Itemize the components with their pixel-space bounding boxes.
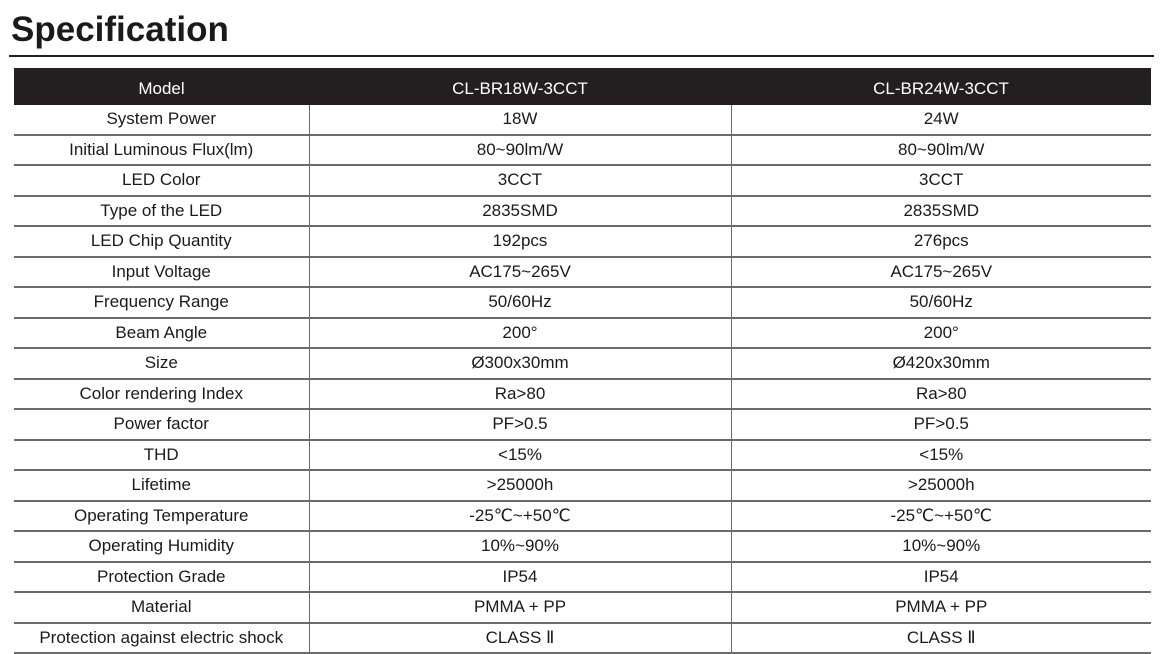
row-label: System Power	[14, 105, 309, 135]
table-row	[14, 135, 1151, 166]
table-row	[14, 440, 1151, 471]
row-label: Initial Luminous Flux(lm)	[14, 135, 309, 166]
row-value-24w: Ø420x30mm	[731, 348, 1151, 379]
specification-table	[14, 68, 1151, 654]
row-value-18w: 80~90lm/W	[309, 135, 731, 166]
row-value-18w: Ra>80	[309, 379, 731, 410]
row-label: Protection against electric shock	[14, 623, 309, 654]
row-value-18w: 18W	[309, 105, 731, 135]
row-value-24w: PF>0.5	[731, 409, 1151, 440]
table-row	[14, 257, 1151, 288]
header-model-24w: CL-BR24W-3CCT	[731, 68, 1151, 105]
table-row	[14, 105, 1151, 135]
header-model: Model	[14, 68, 309, 105]
row-label: LED Color	[14, 165, 309, 196]
row-value-24w: Ra>80	[731, 379, 1151, 410]
table-header-row	[14, 68, 1151, 105]
row-value-18w: 2835SMD	[309, 196, 731, 227]
row-value-18w: 3CCT	[309, 165, 731, 196]
row-label: Beam Angle	[14, 318, 309, 349]
table-row	[14, 531, 1151, 562]
row-label: Protection Grade	[14, 562, 309, 593]
table-row	[14, 562, 1151, 593]
row-label: Input Voltage	[14, 257, 309, 288]
row-value-18w: -25℃~+50℃	[309, 501, 731, 532]
row-value-18w: 10%~90%	[309, 531, 731, 562]
row-label: Lifetime	[14, 470, 309, 501]
row-value-18w: 192pcs	[309, 226, 731, 257]
row-label: THD	[14, 440, 309, 471]
page-title: Specification	[11, 10, 229, 49]
table-row	[14, 165, 1151, 196]
table-row	[14, 501, 1151, 532]
row-value-18w: IP54	[309, 562, 731, 593]
row-label: Material	[14, 592, 309, 623]
row-value-24w: 3CCT	[731, 165, 1151, 196]
row-value-18w: <15%	[309, 440, 731, 471]
row-value-24w: 24W	[731, 105, 1151, 135]
row-label: Color rendering Index	[14, 379, 309, 410]
row-value-24w: <15%	[731, 440, 1151, 471]
row-value-24w: 50/60Hz	[731, 287, 1151, 318]
table-row	[14, 470, 1151, 501]
row-value-18w: CLASS Ⅱ	[309, 623, 731, 654]
title-divider	[9, 55, 1154, 57]
row-value-24w: >25000h	[731, 470, 1151, 501]
row-value-24w: IP54	[731, 562, 1151, 593]
table-row	[14, 592, 1151, 623]
row-value-18w: PF>0.5	[309, 409, 731, 440]
row-value-24w: 200°	[731, 318, 1151, 349]
row-label: Power factor	[14, 409, 309, 440]
row-value-18w: PMMA + PP	[309, 592, 731, 623]
table-row	[14, 379, 1151, 410]
row-value-24w: 2835SMD	[731, 196, 1151, 227]
row-label: Frequency Range	[14, 287, 309, 318]
row-label: Type of the LED	[14, 196, 309, 227]
row-value-18w: 200°	[309, 318, 731, 349]
table-row	[14, 409, 1151, 440]
header-model-18w: CL-BR18W-3CCT	[309, 68, 731, 105]
row-label: LED Chip Quantity	[14, 226, 309, 257]
row-value-24w: -25℃~+50℃	[731, 501, 1151, 532]
row-value-18w: 50/60Hz	[309, 287, 731, 318]
row-value-24w: 276pcs	[731, 226, 1151, 257]
table-row	[14, 623, 1151, 654]
table-row	[14, 196, 1151, 227]
row-label: Size	[14, 348, 309, 379]
table-row	[14, 287, 1151, 318]
row-value-24w: 80~90lm/W	[731, 135, 1151, 166]
table-row	[14, 226, 1151, 257]
row-value-24w: 10%~90%	[731, 531, 1151, 562]
row-label: Operating Humidity	[14, 531, 309, 562]
row-value-24w: CLASS Ⅱ	[731, 623, 1151, 654]
row-value-18w: >25000h	[309, 470, 731, 501]
row-value-18w: Ø300x30mm	[309, 348, 731, 379]
row-value-24w: AC175~265V	[731, 257, 1151, 288]
row-value-24w: PMMA + PP	[731, 592, 1151, 623]
row-value-18w: AC175~265V	[309, 257, 731, 288]
table-row	[14, 318, 1151, 349]
table-row	[14, 348, 1151, 379]
row-label: Operating Temperature	[14, 501, 309, 532]
